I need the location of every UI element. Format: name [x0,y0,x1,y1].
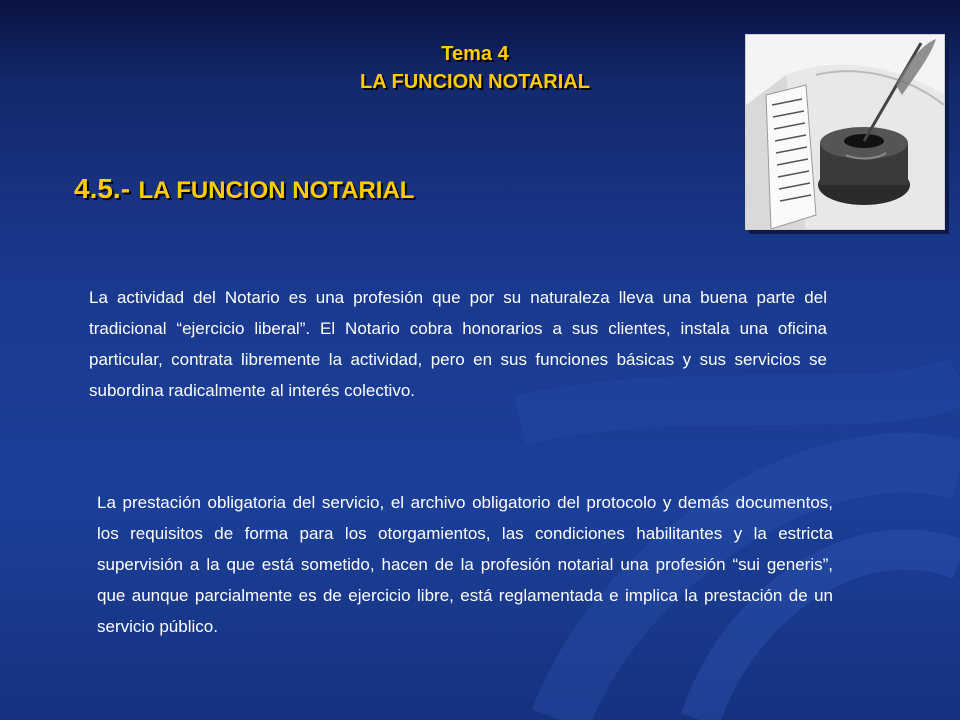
tema-label: Tema 4 [441,43,509,65]
section-title [74,173,414,205]
quill-inkwell-icon [746,35,944,229]
header-title: LA FUNCION NOTARIAL [360,71,590,93]
section-number: 4.5.- [74,173,131,204]
paragraph-1: La actividad del Notario es una profesión que por su naturaleza lleva una buena parte del tradicional “ejercicio liberal”. El Notario cobra honorarios a sus clientes, instala una oficina particular, contrata libremente la actividad, pero en sus funciones básicas y sus servicios se subordina radicalmente al interés colectivo. [89,288,827,400]
slide-header [300,40,650,96]
quill-inkwell-image [745,34,945,230]
paragraph-2: La prestación obligatoria del servicio, el archivo obligatorio del protocolo y demás documentos, los requisitos de forma para los otorgamientos, las condiciones habilitantes y la estricta supervisión a la que está sometido, hacen de la profesión notarial una profesión “sui generis”, que aunque parcialmente es de ejercicio libre, está reglamentada e implica la prestación de un servicio público. [97,493,833,636]
section-title-text: LA FUNCION NOTARIAL [138,177,415,204]
